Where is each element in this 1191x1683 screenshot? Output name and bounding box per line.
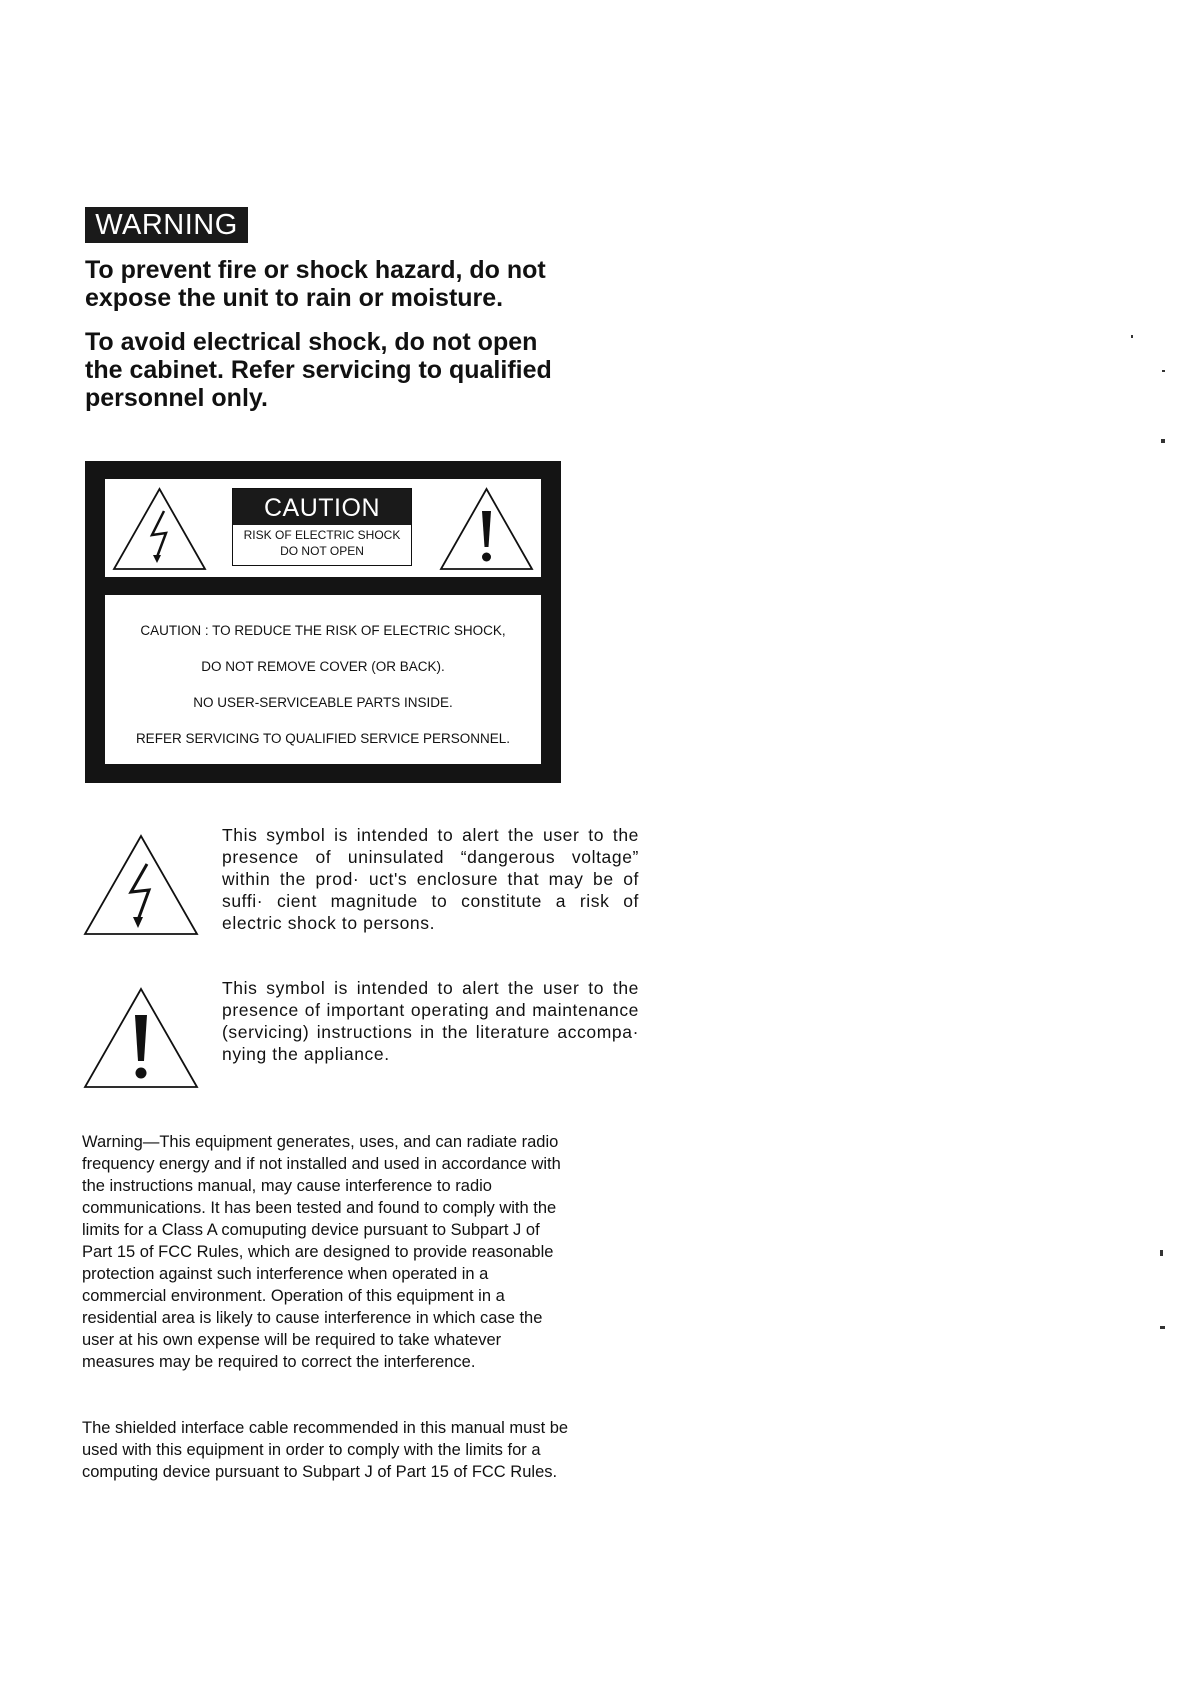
caution-sign-subtext-1: RISK OF ELECTRIC SHOCK xyxy=(243,528,401,542)
scan-speck xyxy=(1162,370,1165,372)
caution-line-1: CAUTION : TO REDUCE THE RISK OF ELECTRIC SHOCK, xyxy=(140,623,506,638)
symbol-voltage-description: This symbol is intended to alert the user to the presence of uninsulated “dangerous voltage” within the prod· uct's enclosure that may be of suffi· cient magnitude to constitute a risk of electric shock to persons. xyxy=(222,825,639,933)
caution-label-bottom-panel xyxy=(105,595,541,764)
lightning-triangle-icon xyxy=(112,487,207,576)
caution-label-top-panel xyxy=(105,479,541,577)
caution-label xyxy=(85,461,561,783)
warning-heading: WARNING xyxy=(85,207,248,243)
scan-speck xyxy=(1160,1326,1165,1329)
scan-speck xyxy=(1160,1250,1163,1256)
caution-line-4: REFER SERVICING TO QUALIFIED SERVICE PERSONNEL. xyxy=(135,731,511,746)
exclamation-triangle-icon xyxy=(83,987,199,1094)
caution-sign-title: CAUTION xyxy=(233,489,411,525)
caution-sign-subtext-2: DO NOT OPEN xyxy=(280,544,364,558)
fcc-warning-text: Warning—This equipment generates, uses, and can radiate radio frequency energy and if not installed and used in accordance with the instructions manual, may cause interference to radio communications. It has been tested and found to comply with the limits for a Class A comuputing device pursuant to Subpart J of Part 15 of FCC Rules, which are designed to provide reasonable protection against such interference when operated in a commercial environment. Operation of this equipment in a residential area is likely to cause interference in which case the user at his own expense will be required to take whatever measures may be required to correct the interference. xyxy=(82,1133,561,1371)
caution-line-3: NO USER-SERVICEABLE PARTS INSIDE. xyxy=(193,695,453,710)
exclamation-triangle-icon xyxy=(439,487,534,576)
scan-speck xyxy=(1131,335,1133,338)
warning-open-cabinet-text: To avoid electrical shock, do not open the cabinet. Refer servicing to qualified personnel only. xyxy=(85,328,552,412)
caution-sign xyxy=(232,488,412,566)
scan-speck xyxy=(1161,439,1165,443)
symbol-instructions-description: This symbol is intended to alert the user to the presence of important operating and maintenance (servicing) instructions in the literature accompa· nying the appliance. xyxy=(222,978,639,1064)
fcc-shielded-cable-text: The shielded interface cable recommended in this manual must be used with this equipment in order to comply with the limits for a computing device pursuant to Subpart J of Part 15 of FCC Rules. xyxy=(82,1419,569,1481)
lightning-triangle-icon xyxy=(83,834,199,941)
warning-fire-shock-text: To prevent fire or shock hazard, do not expose the unit to rain or moisture. xyxy=(85,256,546,312)
caution-line-2: DO NOT REMOVE COVER (OR BACK). xyxy=(201,659,445,674)
